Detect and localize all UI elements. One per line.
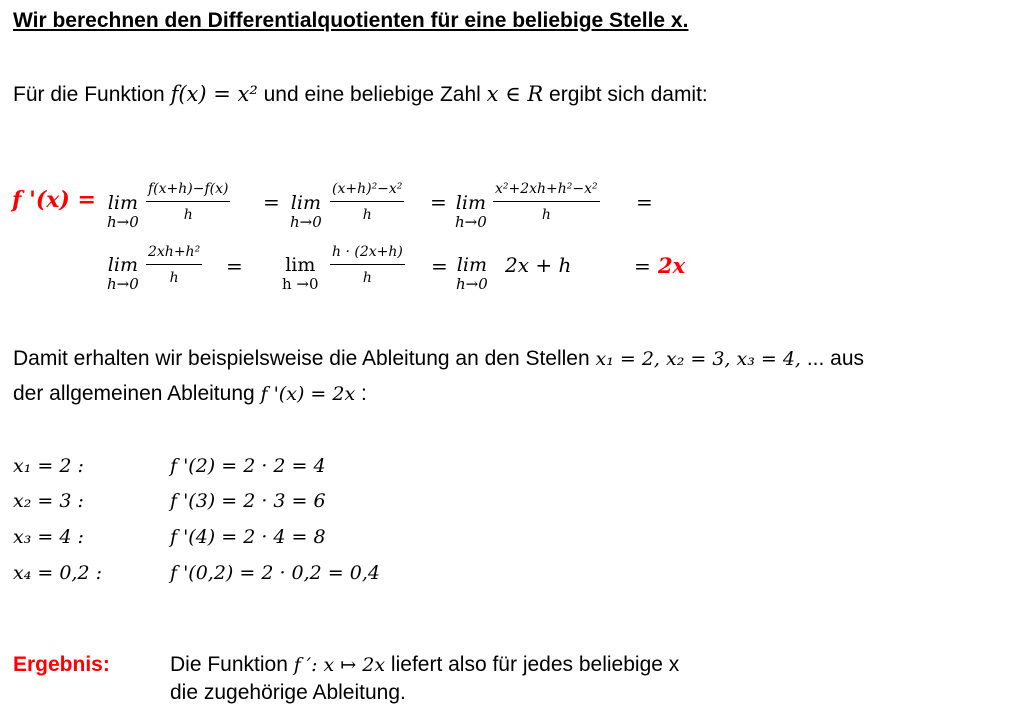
equals: =	[431, 254, 448, 278]
example-x: x₂ = 3 :	[13, 490, 84, 512]
example-value: f '(2) = 2 · 2 = 4	[170, 455, 326, 477]
result-line-2: die zugehörige Ableitung.	[170, 681, 406, 704]
derivative-result: 2x	[658, 253, 686, 278]
limit-expression: 2x + h	[505, 253, 572, 277]
example-x: x₃ = 4 :	[13, 526, 84, 548]
derivative-lhs: f '(x) =	[12, 187, 96, 213]
paragraph-line-2: der allgemeinen Ableitung f '(x) = 2x :	[13, 382, 367, 405]
equals: =	[634, 254, 651, 278]
example-value: f '(3) = 2 · 3 = 6	[170, 490, 326, 512]
fraction: $\frac{h \cdot (2x+h)}{h}$	[332, 244, 403, 286]
example-x: x₁ = 2 :	[13, 455, 84, 477]
page-title: Wir berechnen den Differentialquotienten für eine beliebige Stelle x.	[13, 9, 689, 32]
equals: =	[226, 254, 243, 278]
result-label: Ergebnis:	[13, 653, 110, 676]
limit: lim h→0	[290, 192, 322, 231]
limit: lim h→0	[456, 254, 488, 293]
fraction: $\frac{\text{2xh+h²}}{h}$	[148, 244, 201, 286]
equals: =	[263, 190, 280, 214]
example-value: f '(4) = 2 · 4 = 8	[170, 526, 326, 548]
fraction: $\frac{\text{x²+2xh+h²−x²}}{h}$	[495, 181, 598, 223]
equals: =	[636, 190, 653, 214]
example-value: f '(0,2) = 2 · 0,2 = 0,4	[170, 562, 380, 584]
limit: lim h →0	[282, 254, 319, 293]
result-line-1: Die Funktion f ′: x ↦ 2x liefert also für jedes beliebige x	[170, 653, 680, 676]
equals: =	[430, 190, 447, 214]
fraction: $\frac{f(x+h)-f(x)}{h}$	[148, 181, 229, 223]
intro-text: Für die Funktion f(x) = x² und eine beliebige Zahl x ∈ R ergibt sich damit:	[13, 82, 708, 106]
limit: lim h→0	[455, 192, 487, 231]
fraction: $\frac{\text{(x+h)²−x²}}{h}$	[332, 181, 403, 223]
example-x: x₄ = 0,2 :	[13, 562, 102, 584]
paragraph-line-1: Damit erhalten wir beispielsweise die Ableitung an den Stellen x₁ = 2, x₂ = 3, x₃ = 4, ... aus	[13, 347, 865, 370]
limit: lim h→0	[107, 192, 139, 231]
limit: lim h→0	[107, 254, 139, 293]
